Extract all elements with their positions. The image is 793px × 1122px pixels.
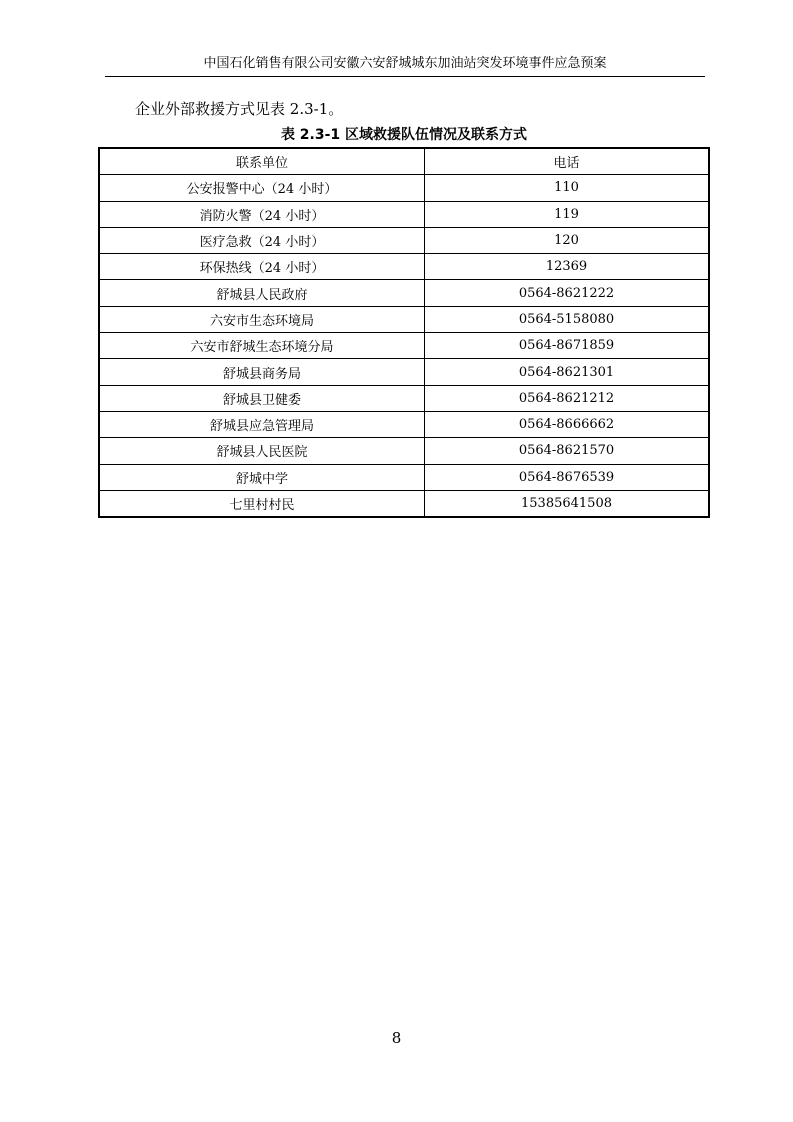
contact-phone-cell: 0564-5158080 <box>425 306 710 332</box>
contact-unit-cell: 六安市生态环境局 <box>99 306 425 332</box>
contact-unit-cell: 公安报警中心（24 小时） <box>99 175 425 201</box>
table-row <box>99 254 709 280</box>
contact-phone-cell: 12369 <box>425 254 710 280</box>
table-row <box>99 201 709 227</box>
contact-phone-cell: 0564-8666662 <box>425 411 710 437</box>
table-row <box>99 490 709 517</box>
table-row <box>99 333 709 359</box>
table-row <box>99 227 709 253</box>
page-header: 中国石化销售有限公司安徽六安舒城城东加油站突发环境事件应急预案 <box>203 56 607 71</box>
table-caption: 表 2.3-1 区域救援队伍情况及联系方式 <box>280 127 528 143</box>
contact-phone-cell: 0564-8676539 <box>425 464 710 490</box>
contacts-table <box>98 147 710 518</box>
table-row <box>99 385 709 411</box>
intro-paragraph: 企业外部救援方式见表 2.3-1。 <box>135 100 344 118</box>
contact-unit-cell: 舒城县应急管理局 <box>99 411 425 437</box>
table-row <box>99 438 709 464</box>
table-row <box>99 175 709 201</box>
contact-phone-cell: 0564-8621212 <box>425 385 710 411</box>
contact-unit-cell: 医疗急救（24 小时） <box>99 227 425 253</box>
contact-phone-cell: 120 <box>425 227 710 253</box>
contact-phone-cell: 0564-8621301 <box>425 359 710 385</box>
table-row <box>99 359 709 385</box>
table-row <box>99 411 709 437</box>
contact-unit-cell: 舒城县卫健委 <box>99 385 425 411</box>
table-row <box>99 306 709 332</box>
contact-unit-cell: 舒城县人民政府 <box>99 280 425 306</box>
contact-unit-cell: 六安市舒城生态环境分局 <box>99 333 425 359</box>
table-row <box>99 280 709 306</box>
contact-unit-cell: 舒城县商务局 <box>99 359 425 385</box>
table-body <box>99 175 709 517</box>
page-number: 8 <box>391 1029 402 1047</box>
contact-unit-cell: 七里村村民 <box>99 490 425 517</box>
contact-phone-cell: 15385641508 <box>425 490 710 517</box>
table-header-row <box>99 148 709 175</box>
contact-phone-cell: 119 <box>425 201 710 227</box>
contact-phone-cell: 110 <box>425 175 710 201</box>
contact-unit-cell: 环保热线（24 小时） <box>99 254 425 280</box>
contact-unit-cell: 消防火警（24 小时） <box>99 201 425 227</box>
header-divider <box>105 76 705 77</box>
contact-phone-cell: 0564-8621222 <box>425 280 710 306</box>
table-row <box>99 464 709 490</box>
column-header-phone: 电话 <box>425 148 710 175</box>
contact-unit-cell: 舒城县人民医院 <box>99 438 425 464</box>
contact-phone-cell: 0564-8621570 <box>425 438 710 464</box>
contact-unit-cell: 舒城中学 <box>99 464 425 490</box>
column-header-unit: 联系单位 <box>99 148 425 175</box>
contact-phone-cell: 0564-8671859 <box>425 333 710 359</box>
